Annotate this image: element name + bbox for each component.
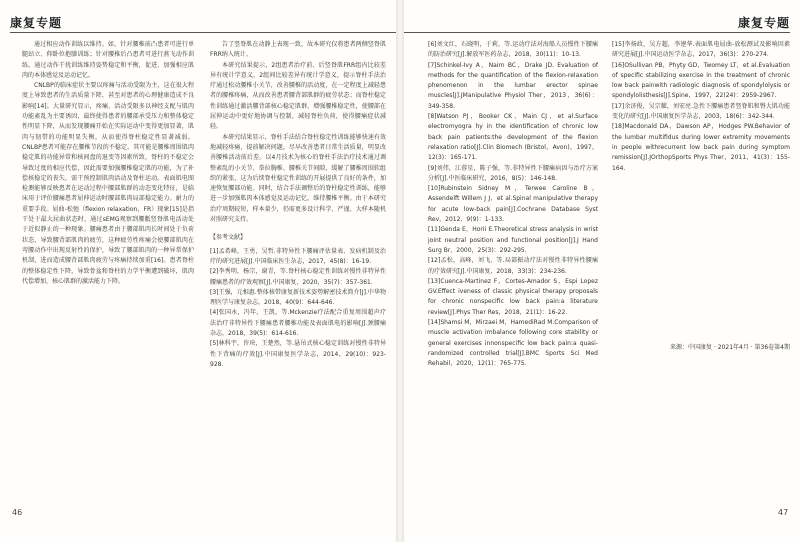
reference-item: [12]孟松，高峰，刘飞，等.局部振动疗法对慢性非特异性腰痛的疗效研究[J].中国康复，2018，33(3)：234-236. [428,257,598,275]
reference-item: [18]Macdonald DA，Dawson AP，Hodges PW.Behavior of the lumbar multifidus during lower extremity movements in people withrecurrent low back pain during symptom remission[J].JOrthopSports Phys Ther，2011，41(3)：155-164. [612,123,790,172]
reference-item: [5]林科宇，许玦，王楚然，等.悬吊式核心稳定训练对慢性非特异性下背痛的疗效[J].中国康复医学杂志，2014，29(10)：923-928. [210,340,386,368]
paragraph: 本研究结果显示，脊柱手法结合脊柱稳定性训练能够快速有效地减轻疼痛，提前解决问题，尽早改善患者日常生活质量，明显改善腰椎活动前后差。以4月技术为核心的脊柱手法治疗技术通过调整紊乱的小关节、拳拉胸椎、腰椎关节间隙，缓解了腰椎周围软组织的紧张，这为后续脊柱稳定性训练的开展提供了良好的条件，加速恢复腰部功能。同时，结合手法调整后的脊柱稳定性训练，能够进一步加强肌肉本体感觉及运动记忆，维持腰椎平衡。由于本研究治疗周期较短，样本量少，仍需更多设计科学、严谨、大样本随机对照研究支持。 [210,133,386,224]
section-header-left: 康复专题 [10,16,63,30]
source-note: 来源：中国康复 · 2021年4月 · 第36卷第4期 [670,344,790,351]
reference-item: [13]Cuenca-Martinez F，Cortes-Amador S，Espi Lopez GV.Effect iveness of classic physical therapy proposals for chronic nonspecific low back pain:a literature review[J].Phys Ther Res，2018，21(1)：16-22. [428,277,598,316]
reference-item: [9]刘伟，江蓉星，陈子强，等.非特异性下腰痛病因与治疗方案分析[J].中医临床研究，2016，8(5)：146-148. [428,164,598,182]
reference-item: [4]张国永，冯年，王凯，等.Mckenzie疗法配合重复周围超声疗法治疗非特异性下腰痛患者腰椎功能及表面肌电的影响[J].颈腰痛杂志，2018，39(5)：614-616. [210,309,386,338]
text-column-2 [210,40,386,508]
reference-item: [15]李扬政，吴方超，李建华.表面肌电屈曲-放松测试及影响因素研究进展[J].中国运动医学杂志，2017，36(3)：270-274. [612,41,790,59]
reference-item: [2]李秀明，杨宗，谢青，等.脊柱核心稳定性训练对慢性非特异性腰痛患者的疗效观察[J].中国康复，2020，35(7)：357-361. [210,268,386,286]
reference-item: [1]孟希峰，王勇，吴哲.非特异性下腰痛评估量表、发病机制及治疗的研究进展[J].中国临床医生杂志，2017，45(8)：16-19. [210,247,386,265]
text-column-1 [22,40,194,508]
header-rule-right [404,32,790,33]
paragraph: 本研究结果提示，2组患者治疗前、后竖脊肌FRR组内比较差异有统计学意义，2组间比较差异有统计学意义，提示脊柱手法治疗通过松动腰椎小关节，改善腰椎的活动度，在一定程度上减轻患者的腰椎疼痛，从而改善患者腰背部肌群的疲劳状态；而脊柱稳定性训练通过激活腰背部核心稳定肌群，增强腰椎稳定性，使腰部在屈伸运动中更好地协调与控制，减轻脊柱负荷，使得腰痛症状减轻。 [210,61,386,131]
header-rule-left [10,32,396,33]
text-column-4 [612,40,790,340]
reference-item: [6]刘文红，石晓明，于莉，等.运动疗法对海船人员慢性下腰痛的防治研究[J].解放军医药杂志，2018，30(11)：10-13. [428,41,598,59]
page-number-left: 46 [12,508,23,517]
reference-item: [14]Shamsi M，Mirzaei M，HamediRad M.Comparison of muscle activation imbalance following core stability or general exercises innonspecific low back pain:a quasi-randomized controlled trial[J].BMC Sports Sci Med Rehabil，2020，12(1)：765-775. [428,319,598,368]
paragraph: 告了竖脊肌在动静上表现一致，故本研究仅将患者两侧竖脊肌FRR纳入统计。 [210,41,386,59]
reference-item: [8]Watson PJ，Booker CK，Main CJ，et al.Surface electromyogra hy in the identification of chronic low back pain patients:the development of the flexion relaxation ratio[J].Clin Biomech (Bristol，Avon)，1997，12(3)：165-171. [428,113,598,162]
references-heading: 【参考文献】 [210,234,247,242]
section-header-right: 康复专题 [737,16,790,30]
paragraph: CNLBP的临床症状主要以疼痛与活动受限为主，这在很大程度上导致患者的生活质量下降，甚至对患者的心理健康造成不良影响[14]。大量研究显示，疼痛、活动受限多以神经支配与肌肉功能紊乱为主要诱因，最终使得患者的腰部承受压力和整体稳定性明显下降，从而发现腰痛开始在实际运动中变得更加显著，肌肉与韧带的功能明显失衡，从而使得脊柱稳定性显著减弱。CNLBP患者可能存在腰椎节段的不稳定，其可能是腰椎周围肌肉稳定肌的功能异常和核间盘的退变等因素所致，脊柱的不稳定会导致过度的相应代偿，因此需要加强腰椎稳定肌的功能，为了补偿核稳定的丧失，需干预控制肌肉活动及脊柱运动。表面肌电图检测能够反映患者在运动过程中腰部肌群的动态变化特征，是临床用于评价腰痛患者屈伸运动时腰部肌肉局部稳定能力。耐力的重要手段。屈曲-松弛（flexion relaxation，FR）现象[15]是指干处于最大屈曲状态时，通过sEMG观察到腰骶竖脊肌电活动处于近似静止的一种现象。腰痛患者由于腰部肌肉长时间处于负荷状态，导致腰背部肌肉的疲劳，这种疲劳性疼痛会使腰部肌肉在弯腰动作中出现反射性的保护，导致了腰部肌肉的一种异常保护机制，进而造成腰背部肌肉疲劳与疼痛持续加重[16]。患者脊柱的整体稳定性下降，导致骨盆和脊柱的力学平衡遭到破坏，肌肉代偿增加，核心肌群的激活能力下降。 [22,82,194,285]
reference-item: [10]Rubinstein Sidney M，Terwee Caroline B，Assendelft Willem J J，et al.Spinal manipulative therapy for acute low-back pain[J].Cochrane Database Syst Rev，2012，9(9)：1-133. [428,185,598,224]
reference-item: [16]OSullivan PB，Phyty GD，Twomey LT，et al.Evaluation of specific stabilizing exercise in the treatment of chronic low back painwith radiologic diagnosis of spondylolysis or spondylolisthesis[J].Spine，1997，22(24)：2959-2967. [612,61,790,100]
book-gutter [396,0,404,542]
reference-item: [17]余济俊，吴宗耀，刘宏亮.急性下腰痛患者竖脊肌和臀大肌功能变化的研究[J].中国康复医学杂志，2003，18(6)：342-344. [612,102,790,121]
paragraph: 通过相应动作训练以维持。如，针对腰椎前凸患者可进行单腿站立、仰卧位抱膝训练；针对腰椎后凸患者可进行燕飞动作训练。通过动作干扰训练维持姿势稳定和平衡，促进、加强相应肌肉的本体感觉及运动记忆。 [22,41,194,79]
text-column-3 [428,40,598,508]
reference-item: [7]Schinkel-Ivy A，Nairn BC，Drake JD. Evaluation of methods for the quantification of the flexion-relaxation phenomenon in the lumbar erector spinae muscles[J].JManipulative Physiol Ther，2013，36(6)：349-358. [428,61,598,110]
page-number-right: 47 [778,508,789,517]
reference-item: [3]王强，元相惠.整体核带康复新技术姿势解密技术简介[J].中华物理医学与康复杂志，2018，40(9)：644-646. [210,288,386,307]
reference-item: [11]Genda E，Horii E.Theoretical stress analysis in wrist joint neutral position and functional position[J].J Hand Surg Br，2000，25(3)：292-295. [428,226,598,254]
